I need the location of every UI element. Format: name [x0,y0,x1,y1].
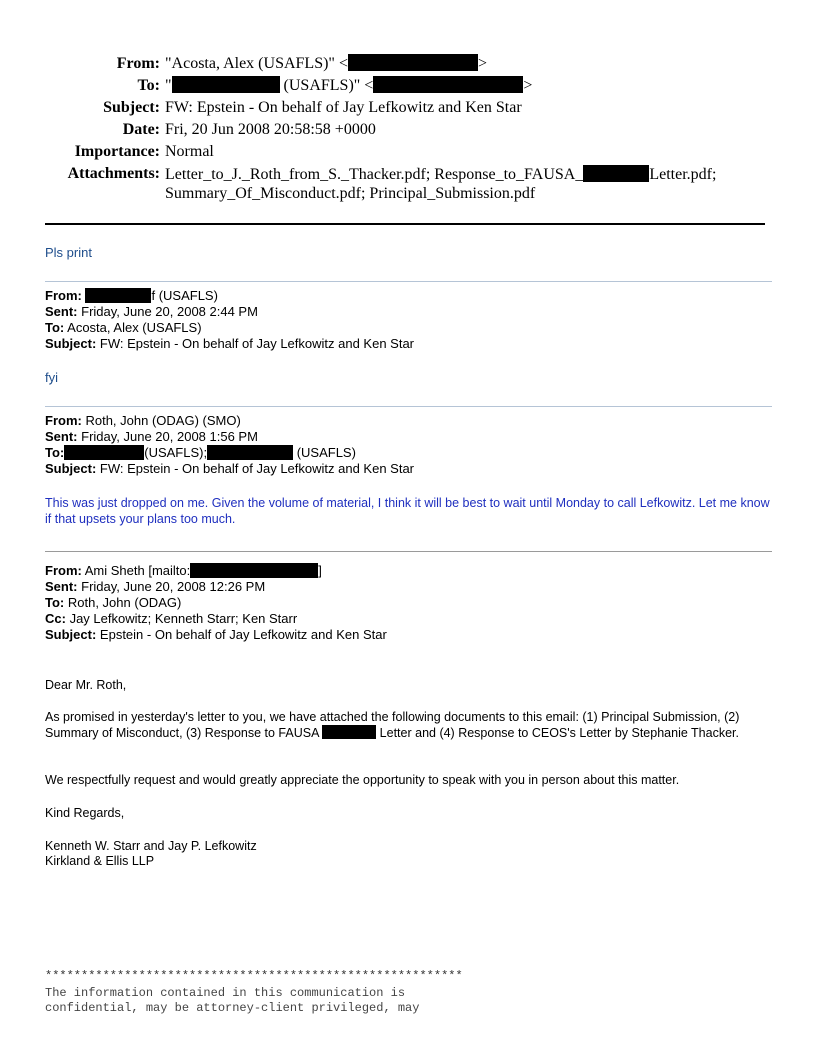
header-date-value: Fri, 20 Jun 2008 20:58:58 +0000 [165,121,376,138]
header-importance-value: Normal [165,143,214,160]
msg2-subject-row: Subject: FW: Epstein - On behalf of Jay Lefkowitz and Ken Star [45,461,415,476]
letter-paragraph-1: As promised in yesterday's letter to you, we have attached the following documents to this email: (1) Principal Submission, (2) Summary of Misconduct, (3) Response to FAUSA Letter and (4) Response to CEOS's Letter by Stephanie Thacker. [45,710,740,740]
msg3-cc-row: Cc: Jay Lefkowitz; Kenneth Starr; Ken Starr [45,611,298,626]
redaction-block [348,54,478,71]
header-subject-label: Subject: [103,99,160,116]
msg2-from-row: From: Roth, John (ODAG) (SMO) [45,413,241,428]
note-pls-print: Pls print [45,245,92,260]
divider [45,551,772,552]
msg2-to-row: To: (USAFLS); (USAFLS) [45,445,356,460]
redaction-block [373,76,523,93]
letter-salutation: Dear Mr. Roth, [45,678,127,692]
disclaimer-text: The information contained in this communication is confidential, may be attorney-client privileged, may [45,986,420,1015]
header-divider [45,223,765,225]
msg1-sent-row: Sent: Friday, June 20, 2008 2:44 PM [45,304,258,319]
letter-paragraph-2: We respectfully request and would greatly appreciate the opportunity to speak with you in person about this matter. [45,773,680,787]
disclaimer-separator: ********************************************************** [45,969,463,983]
header-from-row [0,53,760,75]
header-importance-row [0,141,760,163]
letter-signature [45,839,775,869]
header-from-value: "Acosta, Alex (USAFLS)" < > [165,55,487,72]
message-1-header [45,288,414,352]
msg1-from-row: From: f (USAFLS) [45,288,218,303]
header-importance-label: Importance: [74,143,160,160]
redaction-block [64,445,144,460]
header-to-value: " (USAFLS)" < > [165,77,533,94]
msg2-sent-row: Sent: Friday, June 20, 2008 1:56 PM [45,429,258,444]
header-date-row [0,119,760,141]
msg3-sent-row: Sent: Friday, June 20, 2008 12:26 PM [45,579,266,594]
msg1-to-row: To: Acosta, Alex (USAFLS) [45,320,202,335]
redaction-block [207,445,293,460]
message-2-body: This was just dropped on me. Given the volume of material, I think it will be best to wait until Monday to call Lefkowitz. Let me know if that upsets your plans too much. [45,496,770,526]
header-attachments-row [0,163,760,203]
header-to-label: To: [137,77,160,94]
header-from-label: From: [116,55,160,72]
message-2-header [45,413,414,477]
msg3-to-row: To: Roth, John (ODAG) [45,595,182,610]
message-3-header [45,563,387,643]
msg1-subject-row: Subject: FW: Epstein - On behalf of Jay Lefkowitz and Ken Star [45,336,415,351]
redaction-block [85,288,151,303]
msg3-subject-row: Subject: Epstein - On behalf of Jay Lefkowitz and Ken Star [45,627,387,642]
redaction-block [172,76,280,93]
signature-firm: Kirkland & Ellis LLP [45,854,155,868]
msg3-from-row: From: Ami Sheth [mailto: ] [45,563,322,578]
divider [45,281,772,282]
header-to-row [0,75,760,97]
signature-names: Kenneth W. Starr and Jay P. Lefkowitz [45,839,257,853]
divider [45,406,772,407]
header-attachments-label: Attachments: [67,165,160,182]
redaction-block [583,165,649,182]
redaction-block [322,725,376,739]
letter-closing: Kind Regards, [45,806,125,820]
header-date-label: Date: [122,121,160,138]
header-subject-value: FW: Epstein - On behalf of Jay Lefkowitz and Ken Star [165,99,522,116]
header-subject-row [0,97,760,119]
redaction-block [190,563,318,578]
header-attachments-value: Letter_to_J._Roth_from_S._Thacker.pdf; Response_to_FAUSA_ Letter.pdf; Summary_Of_Misconduct.pdf; Principal_Submission.pdf [165,166,717,202]
email-header [0,53,760,203]
note-fyi: fyi [45,370,58,385]
